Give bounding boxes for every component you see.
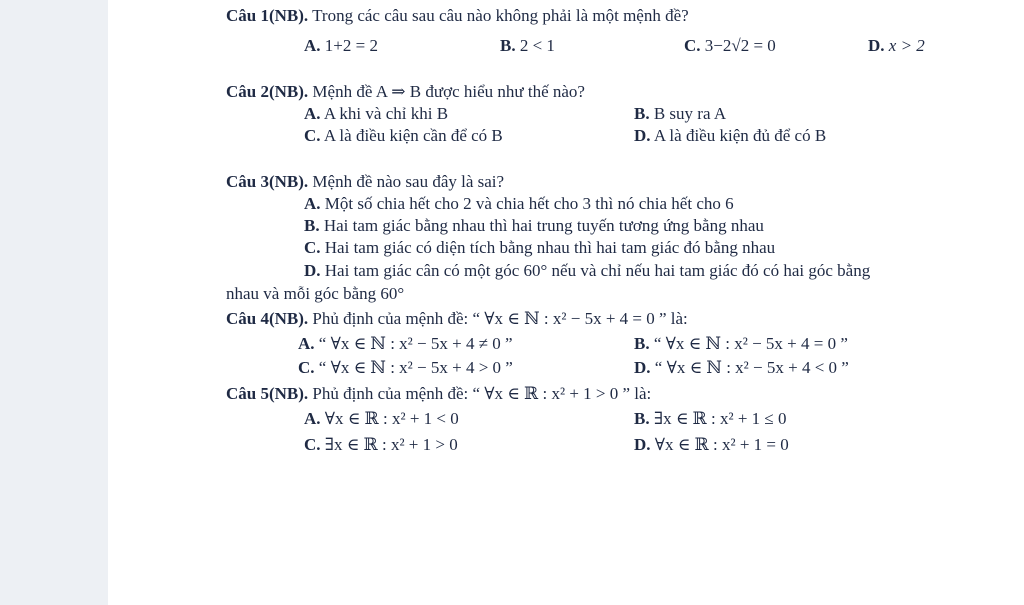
q1-option-d: D. x > 2 bbox=[868, 36, 925, 55]
q2-option-a: A. A khi và chỉ khi B bbox=[304, 104, 449, 123]
question-label: Câu 2(NB). bbox=[226, 82, 309, 101]
question-3 bbox=[226, 172, 504, 192]
question-label: Câu 4(NB). bbox=[226, 309, 309, 328]
q3-option-a: A. Một số chia hết cho 2 và chia hết cho 3 thì nó chia hết cho 6 bbox=[304, 194, 734, 213]
q3-option-d-continuation: nhau và mỗi góc bằng 60° bbox=[226, 284, 405, 303]
q5-option-b: B. ∃x ∈ ℝ : x² + 1 ≤ 0 bbox=[634, 409, 787, 428]
question-4 bbox=[226, 309, 688, 329]
q5-option-a: A. ∀x ∈ ℝ : x² + 1 < 0 bbox=[304, 409, 459, 428]
q4-option-b: B. “ ∀x ∈ ℕ : x² − 5x + 4 = 0 ” bbox=[634, 334, 848, 353]
question-5 bbox=[226, 384, 651, 404]
q2-option-c: C. A là điều kiện cần để có B bbox=[304, 126, 503, 145]
question-text: Phủ định của mệnh đề: “ ∀x ∈ ℝ : x² + 1 > 0 ” là: bbox=[308, 384, 652, 403]
q2-option-b: B. B suy ra A bbox=[634, 104, 727, 123]
question-text: Mệnh đề A ⇒ B được hiểu như thế nào? bbox=[308, 82, 585, 101]
q5-option-c: C. ∃x ∈ ℝ : x² + 1 > 0 bbox=[304, 435, 458, 454]
q4-option-c: C. “ ∀x ∈ ℕ : x² − 5x + 4 > 0 ” bbox=[298, 358, 513, 377]
q3-option-c: C. Hai tam giác có diện tích bằng nhau thì hai tam giác đó bằng nhau bbox=[304, 238, 776, 257]
q3-option-d: D. Hai tam giác cân có một góc 60° nếu và chỉ nếu hai tam giác đó có hai góc bằng bbox=[304, 261, 871, 280]
question-1 bbox=[226, 6, 689, 26]
q4-option-a: A. “ ∀x ∈ ℕ : x² − 5x + 4 ≠ 0 ” bbox=[298, 334, 513, 353]
question-label: Câu 3(NB). bbox=[226, 172, 309, 191]
question-label: Câu 1(NB). bbox=[226, 6, 309, 25]
q3-option-b: B. Hai tam giác bằng nhau thì hai trung tuyến tương ứng bằng nhau bbox=[304, 216, 764, 235]
q1-option-b: B. 2 < 1 bbox=[500, 36, 555, 55]
q5-option-d: D. ∀x ∈ ℝ : x² + 1 = 0 bbox=[634, 435, 789, 454]
left-gutter bbox=[0, 0, 108, 605]
q1-option-c: C. 3−2√2 = 0 bbox=[684, 36, 776, 55]
q4-option-d: D. “ ∀x ∈ ℕ : x² − 5x + 4 < 0 ” bbox=[634, 358, 849, 377]
question-text: Mệnh đề nào sau đây là sai? bbox=[308, 172, 505, 191]
question-text: Phủ định của mệnh đề: “ ∀x ∈ ℕ : x² − 5x + 4 = 0 ” là: bbox=[308, 309, 688, 328]
question-text: Trong các câu sau câu nào không phải là một mệnh đề? bbox=[308, 6, 689, 25]
question-label: Câu 5(NB). bbox=[226, 384, 309, 403]
q2-option-d: D. A là điều kiện đủ để có B bbox=[634, 126, 827, 145]
question-2 bbox=[226, 82, 585, 102]
q1-option-a: A. 1+2 = 2 bbox=[304, 36, 378, 55]
